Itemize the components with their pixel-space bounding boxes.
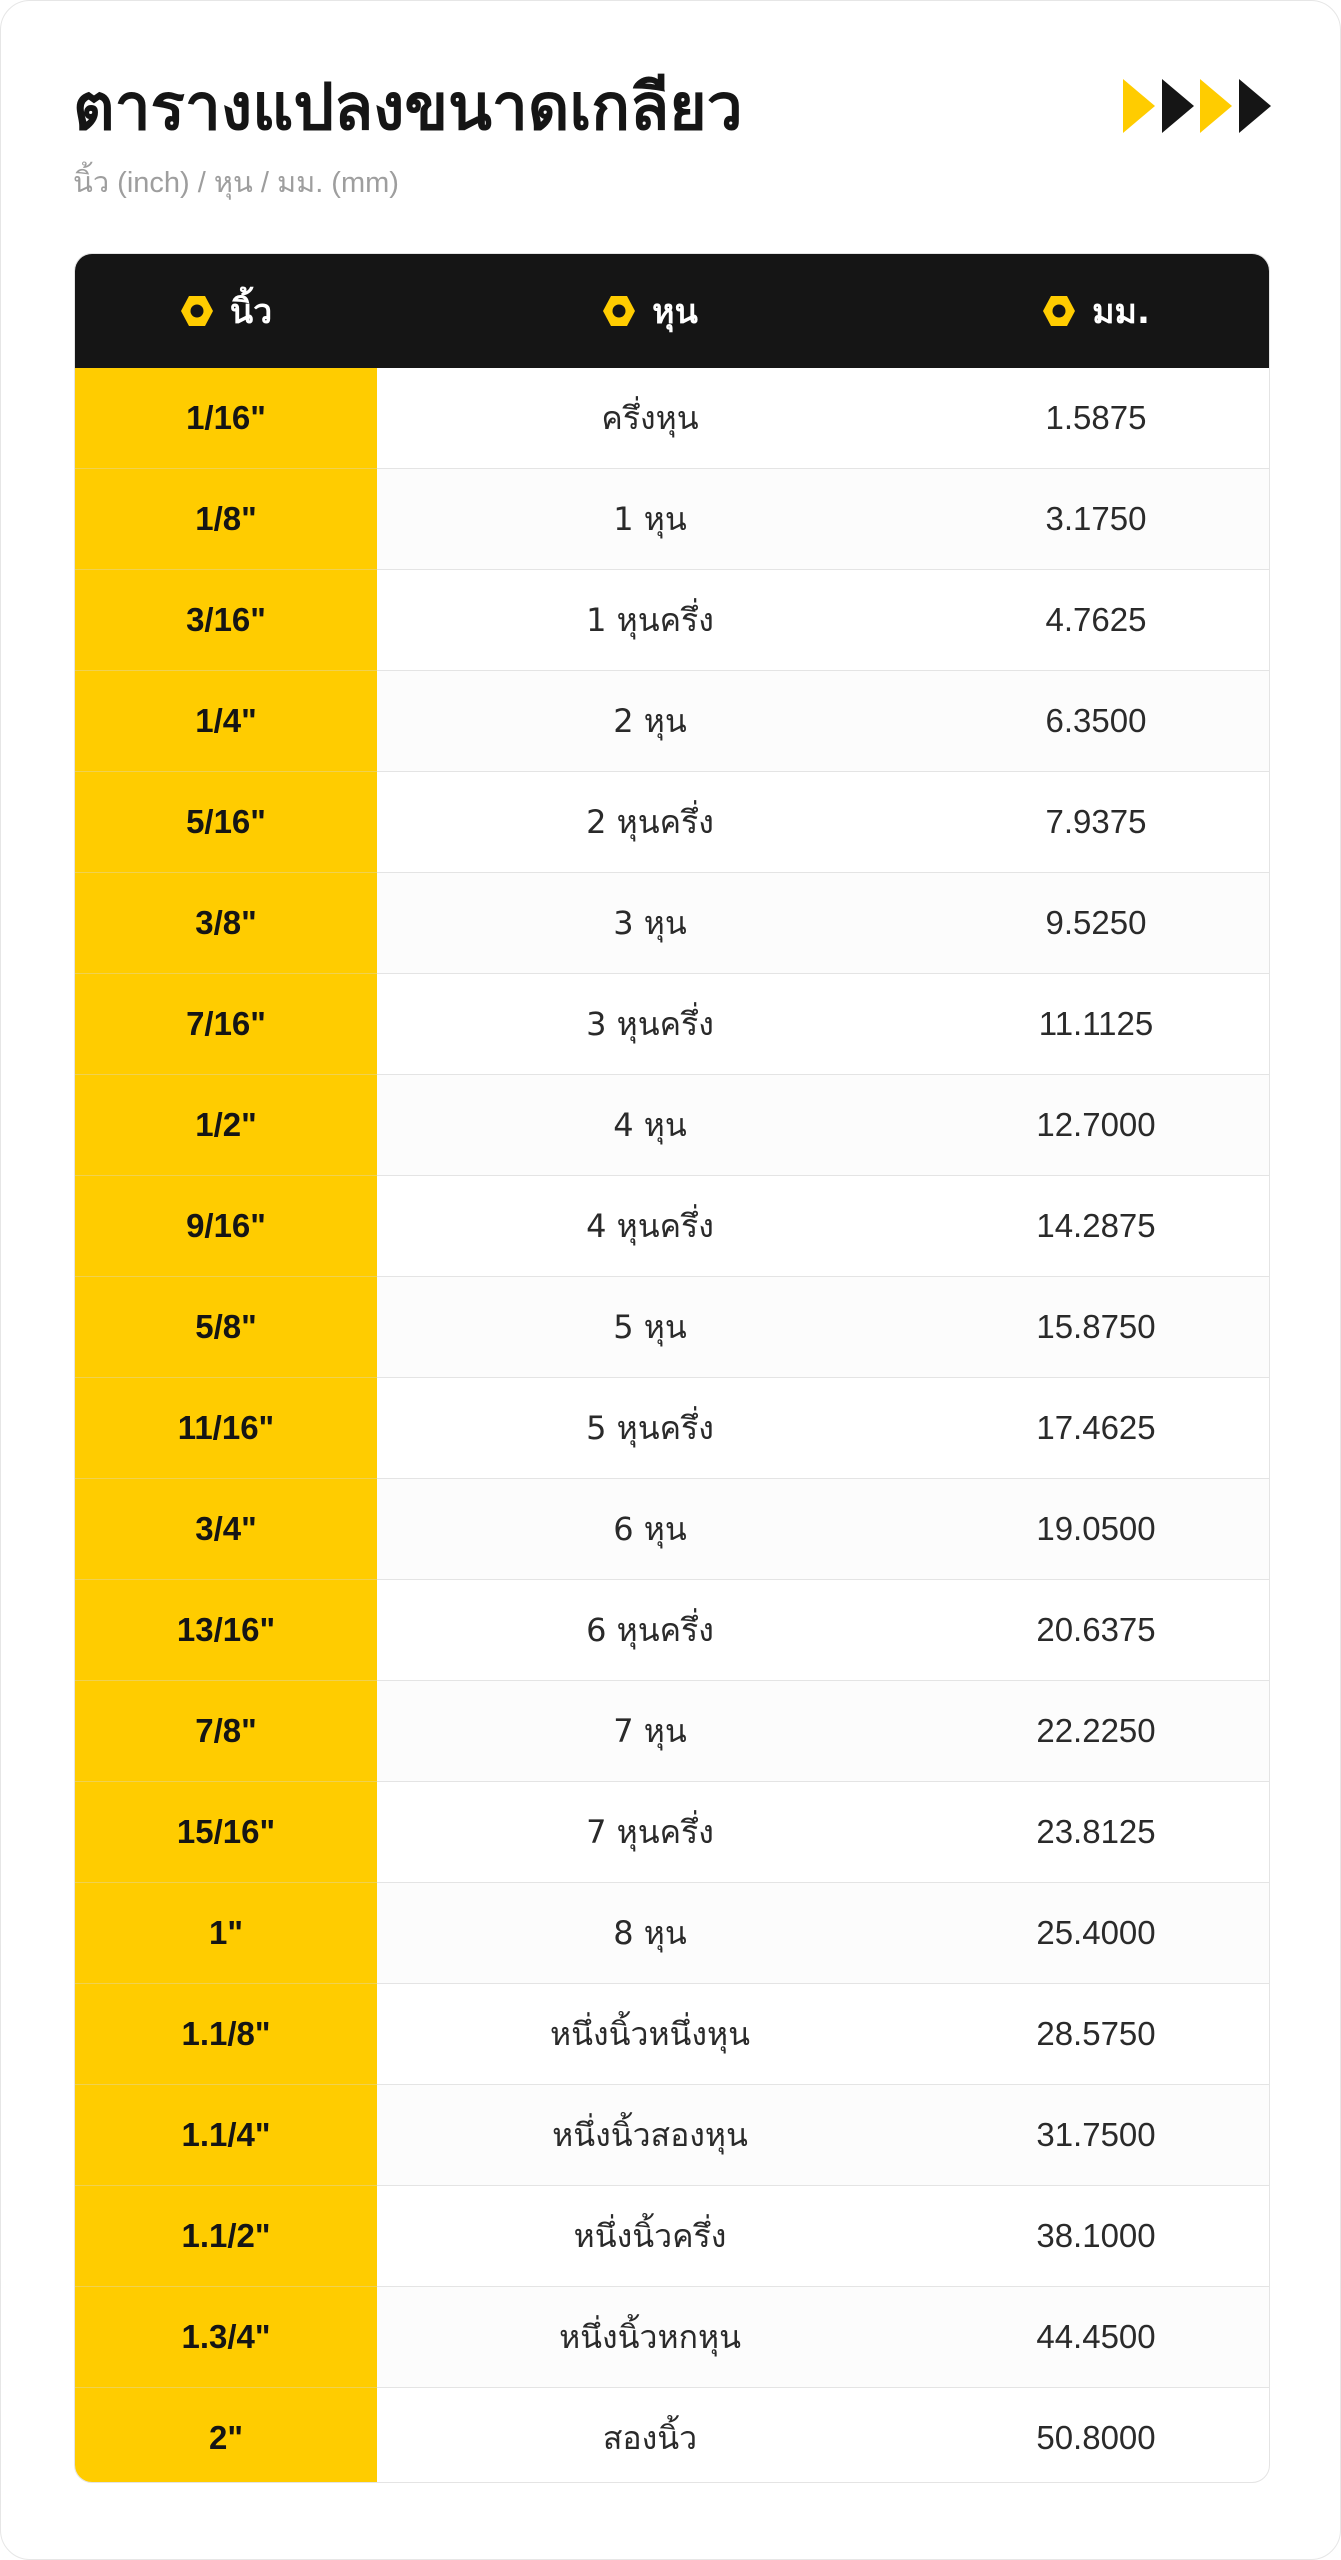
inch-cell: 11/16"	[75, 1378, 377, 1479]
table-row	[75, 2186, 1269, 2287]
hun-cell: 4 หุน	[377, 1075, 923, 1176]
mm-cell: 20.6375	[923, 1580, 1269, 1681]
table-row	[75, 2287, 1269, 2388]
table-row	[75, 1176, 1269, 1277]
table-row	[75, 1681, 1269, 1782]
inch-cell: 7/16"	[75, 974, 377, 1075]
hun-cell: 3 หุนครึ่ง	[377, 974, 923, 1075]
hun-cell: 6 หุนครึ่ง	[377, 1580, 923, 1681]
mm-cell: 12.7000	[923, 1075, 1269, 1176]
table-row	[75, 772, 1269, 873]
hun-cell: 7 หุนครึ่ง	[377, 1782, 923, 1883]
table-row	[75, 671, 1269, 772]
column-label-mm: มม.	[1092, 292, 1150, 332]
mm-cell: 11.1125	[923, 974, 1269, 1075]
table-row	[75, 974, 1269, 1075]
inch-cell: 7/8"	[75, 1681, 377, 1782]
mm-cell: 17.4625	[923, 1378, 1269, 1479]
inch-cell: 1.3/4"	[75, 2287, 377, 2388]
column-label-inch: นิ้ว	[229, 292, 273, 332]
inch-cell: 1/8"	[75, 469, 377, 570]
inch-cell: 1/2"	[75, 1075, 377, 1176]
hun-cell: 7 หุน	[377, 1681, 923, 1782]
table-row	[75, 1580, 1269, 1681]
mm-cell: 23.8125	[923, 1782, 1269, 1883]
hun-cell: 4 หุนครึ่ง	[377, 1176, 923, 1277]
column-header-inch	[75, 254, 377, 368]
inch-cell: 5/16"	[75, 772, 377, 873]
inch-cell: 9/16"	[75, 1176, 377, 1277]
inch-cell: 3/8"	[75, 873, 377, 974]
mm-cell: 50.8000	[1036, 2419, 1156, 2456]
conversion-table	[74, 253, 1270, 2483]
hun-cell: 5 หุนครึ่ง	[377, 1378, 923, 1479]
table-row	[75, 368, 1269, 469]
hun-cell: 1 หุนครึ่ง	[377, 570, 923, 671]
hun-cell: หนึ่งนิ้วสองหุน	[377, 2085, 923, 2186]
table-body	[75, 368, 1269, 2483]
inch-cell: 2"	[75, 2388, 377, 2483]
page-subtitle: นิ้ว (inch) / หุน / มม. (mm)	[73, 167, 399, 199]
inch-cell: 13/16"	[75, 1580, 377, 1681]
table-row	[75, 2085, 1269, 2186]
chevron-arrow-3	[1200, 79, 1232, 133]
hun-cell: หนึ่งนิ้วหกหุน	[377, 2287, 923, 2388]
chevron-arrow-1	[1123, 79, 1155, 133]
table-row	[75, 1984, 1269, 2085]
inch-cell: 1.1/8"	[75, 1984, 377, 2085]
hun-cell: 6 หุน	[377, 1479, 923, 1580]
mm-cell: 38.1000	[923, 2186, 1269, 2287]
table-row	[75, 2388, 1269, 2483]
mm-cell: 9.5250	[923, 873, 1269, 974]
hun-cell: 3 หุน	[377, 873, 923, 974]
column-label-hun: หุน	[652, 292, 698, 332]
table-row	[75, 1479, 1269, 1580]
mm-cell: 25.4000	[923, 1883, 1269, 1984]
table-row	[75, 570, 1269, 671]
hun-cell: 2 หุนครึ่ง	[377, 772, 923, 873]
inch-cell: 3/16"	[75, 570, 377, 671]
table-row	[75, 1378, 1269, 1479]
mm-cell: 3.1750	[923, 469, 1269, 570]
table-row	[75, 1883, 1269, 1984]
table-header	[75, 254, 1269, 368]
mm-cell: 15.8750	[923, 1277, 1269, 1378]
table-row	[75, 1782, 1269, 1883]
hex-nut-icon	[1042, 294, 1076, 328]
column-header-hun	[377, 254, 923, 368]
mm-cell: 28.5750	[923, 1984, 1269, 2085]
hun-cell: 2 หุน	[377, 671, 923, 772]
hun-cell: 1 หุน	[377, 469, 923, 570]
table-row	[75, 469, 1269, 570]
mm-cell: 1.5875	[923, 368, 1269, 469]
mm-cell: 31.7500	[923, 2085, 1269, 2186]
table-row	[75, 1277, 1269, 1378]
chevron-arrow-2	[1162, 79, 1194, 133]
inch-cell: 1"	[75, 1883, 377, 1984]
hun-cell: หนึ่งนิ้วหนึ่งหุน	[377, 1984, 923, 2085]
inch-cell: 15/16"	[75, 1782, 377, 1883]
inch-cell: 1/16"	[75, 368, 377, 469]
page-title: ตารางแปลงขนาดเกลียว	[73, 71, 743, 145]
chevron-arrow-4	[1239, 79, 1271, 133]
hun-cell: 8 หุน	[377, 1883, 923, 1984]
inch-cell: 1.1/2"	[75, 2186, 377, 2287]
mm-cell: 6.3500	[923, 671, 1269, 772]
inch-cell: 1.1/4"	[75, 2085, 377, 2186]
hun-cell: หนึ่งนิ้วครึ่ง	[377, 2186, 923, 2287]
mm-cell: 19.0500	[923, 1479, 1269, 1580]
table-row	[75, 873, 1269, 974]
hun-cell: 5 หุน	[377, 1277, 923, 1378]
hun-cell: ครึ่งหุน	[377, 368, 923, 469]
mm-cell: 14.2875	[923, 1176, 1269, 1277]
inch-cell: 3/4"	[75, 1479, 377, 1580]
table-row	[75, 1075, 1269, 1176]
hex-nut-icon	[602, 294, 636, 328]
mm-cell: 22.2250	[923, 1681, 1269, 1782]
mm-cell: 44.4500	[923, 2287, 1269, 2388]
mm-cell: 4.7625	[923, 570, 1269, 671]
hex-nut-icon	[180, 294, 214, 328]
inch-cell: 5/8"	[75, 1277, 377, 1378]
column-header-mm	[923, 254, 1269, 368]
hun-cell: สองนิ้ว	[602, 2418, 698, 2457]
mm-cell: 7.9375	[923, 772, 1269, 873]
inch-cell: 1/4"	[75, 671, 377, 772]
chevron-arrows-icon	[1123, 79, 1271, 133]
